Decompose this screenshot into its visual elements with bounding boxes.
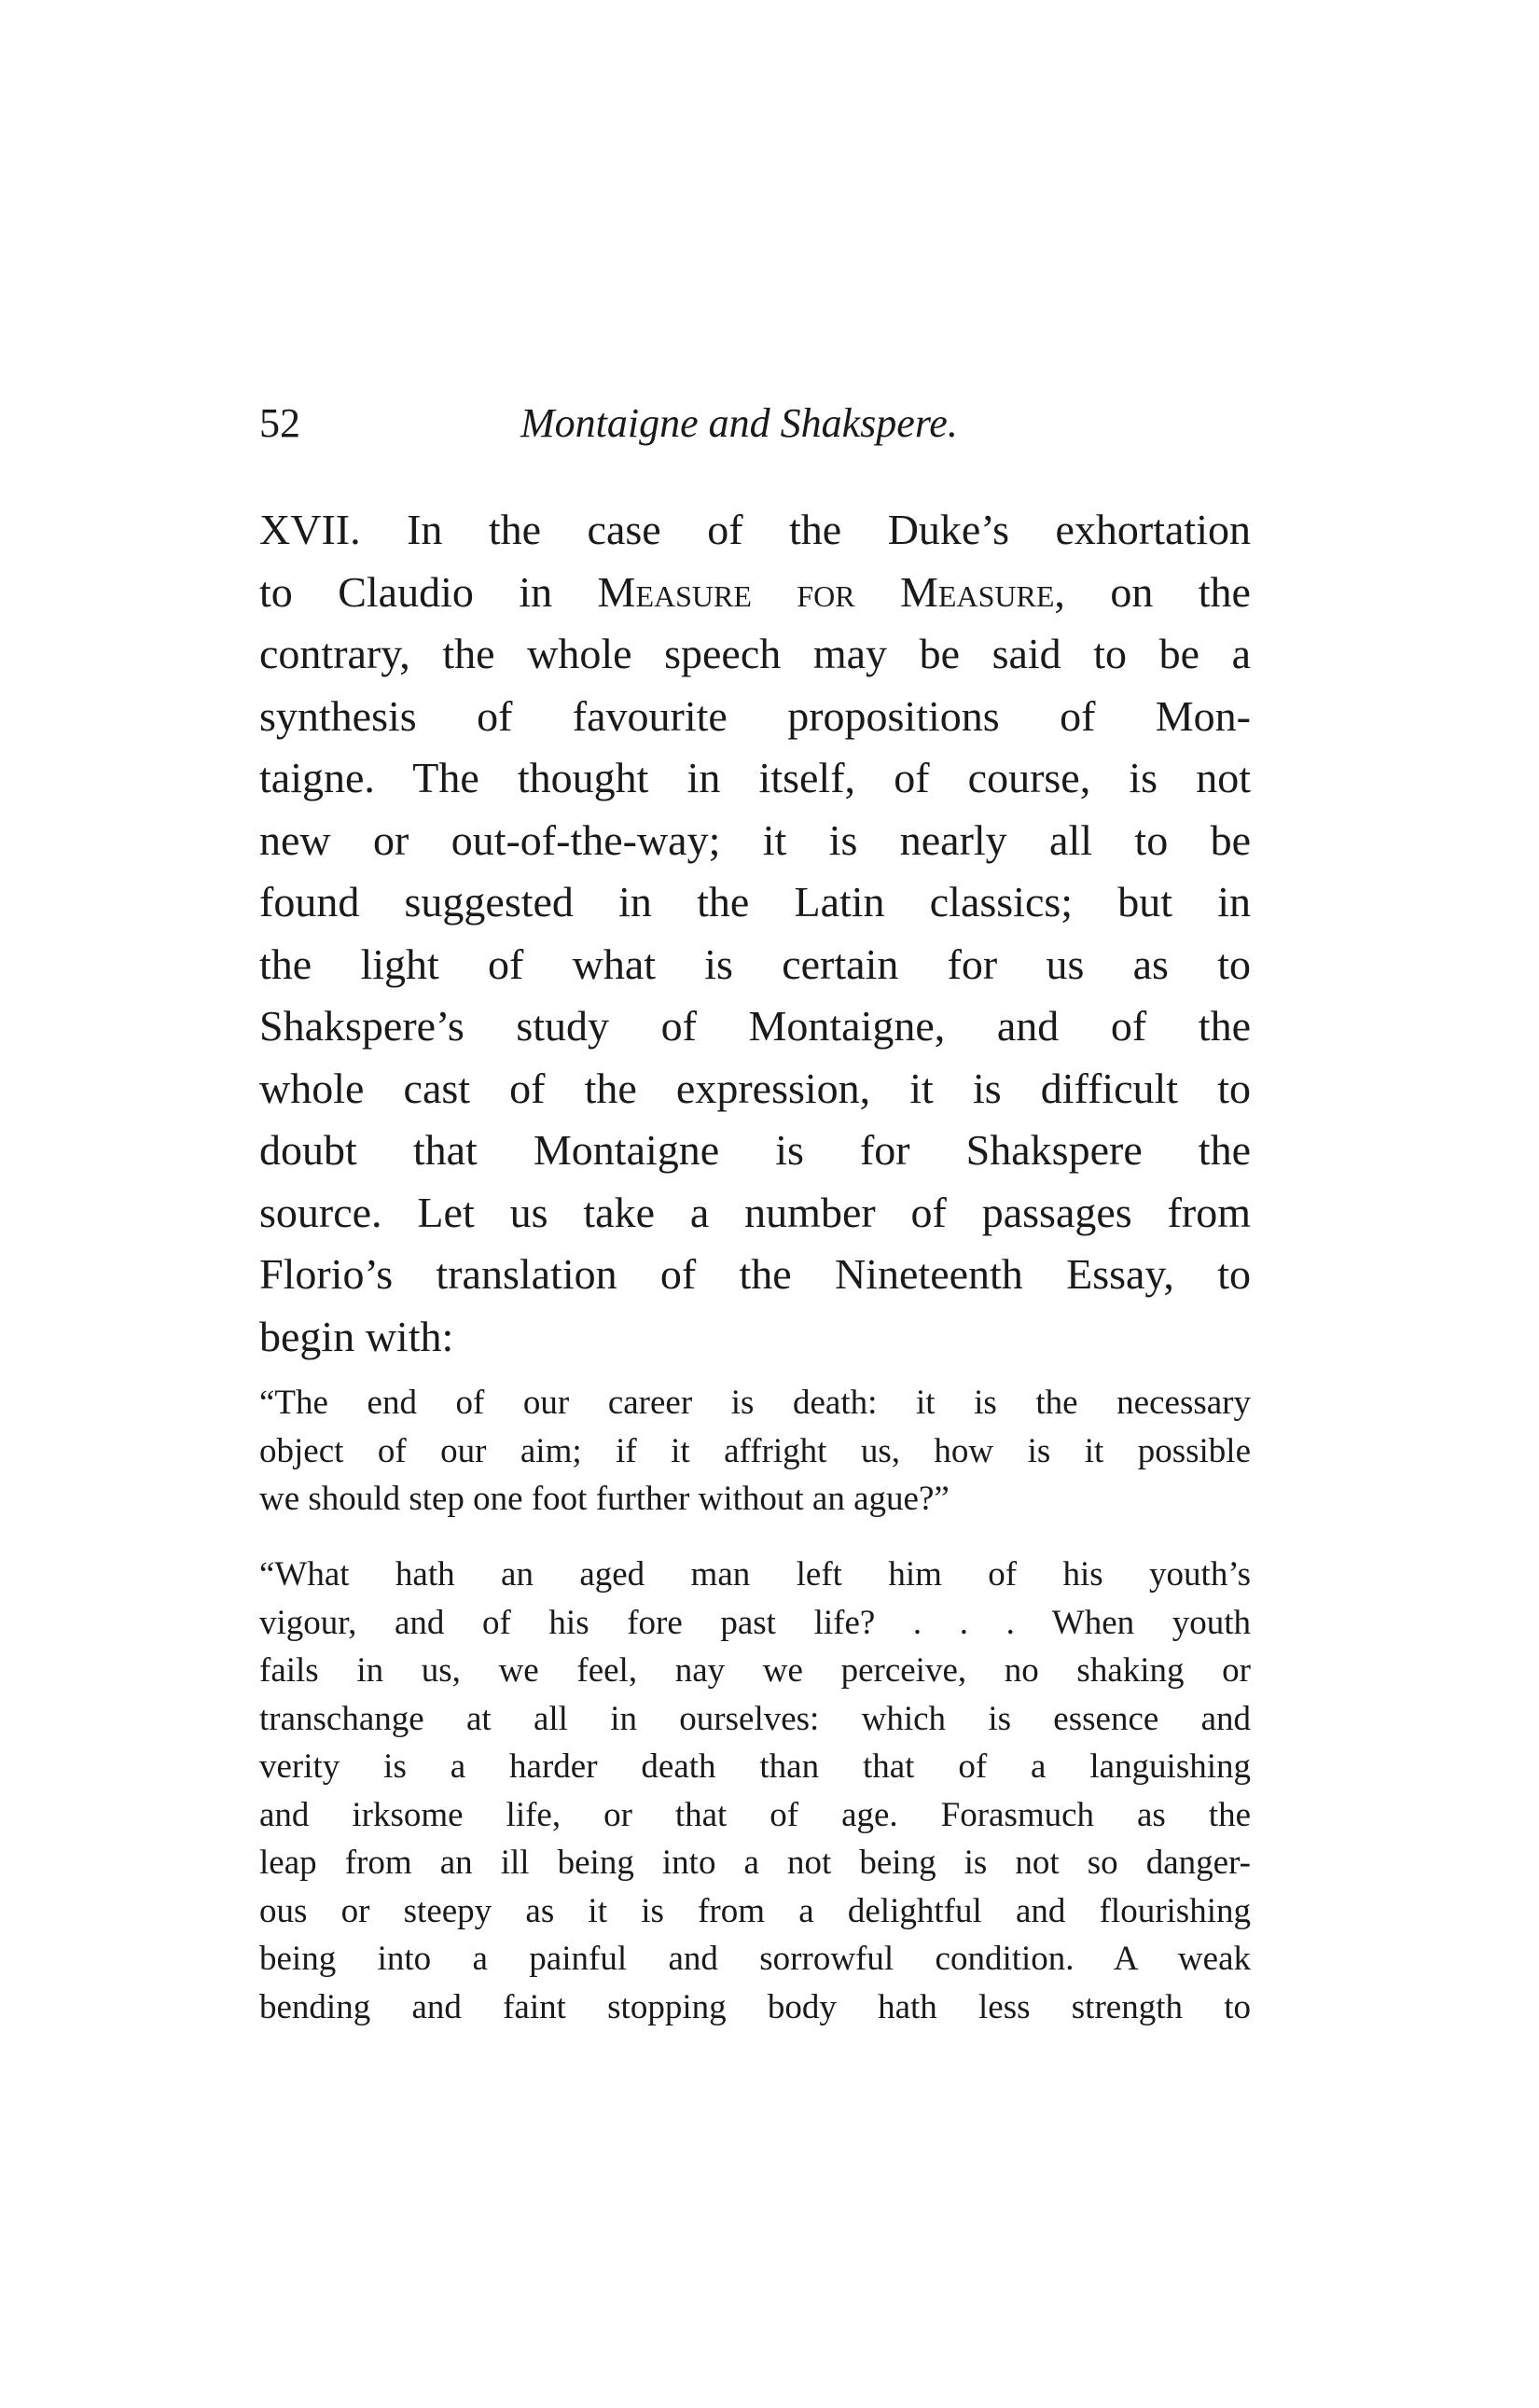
text-line: source. Let us take a number of passages from	[259, 1188, 1251, 1236]
block-quote	[259, 1551, 1251, 2031]
play-title: Measure for Measure	[597, 567, 1055, 616]
text-line: whole cast of the expression, it is difficult to	[259, 1064, 1251, 1112]
text-line: taigne. The thought in itself, of course, is not	[259, 754, 1251, 801]
quote-line: fails in us, we feel, nay we perceive, no shaking or	[259, 1651, 1251, 1690]
quote-line: and irksome life, or that of age. Forasmuch as the	[259, 1795, 1251, 1834]
text-line: doubt that Montaigne is for Shakspere the	[259, 1126, 1251, 1174]
text-line: Florio’s translation of the Nineteenth Essay, to	[259, 1250, 1251, 1298]
quote-line: object of our aim; if it affright us, how is it possible	[259, 1431, 1251, 1470]
text-segment: to Claudio in	[259, 567, 598, 616]
quote-line: “What hath an aged man left him of his youth’s	[259, 1555, 1251, 1594]
quote-line: leap from an ill being into a not being is not so danger-	[259, 1844, 1251, 1882]
text-line: new or out-of-the-way; it is nearly all to be	[259, 815, 1251, 864]
quote-line: vigour, and of his fore past life? . . . When youth	[259, 1603, 1251, 1642]
quote-line: “The end of our career is death: it is the necessary	[259, 1384, 1251, 1422]
text-line	[259, 562, 1251, 624]
running-head	[259, 399, 1248, 455]
block-quote	[259, 1379, 1251, 1524]
quote-line: verity is a harder death than that of a languishing	[259, 1747, 1251, 1786]
text-line: the light of what is certain for us as to	[259, 940, 1251, 988]
quote-line: we should step one foot further without an ague?”	[259, 1480, 950, 1518]
text-line: begin with:	[259, 1312, 454, 1360]
page-number: 52	[259, 400, 300, 446]
text-line: synthesis of favourite propositions of Mon-	[259, 691, 1251, 740]
text-line: found suggested in the Latin classics; but in	[259, 878, 1251, 926]
quote-line: being into a painful and sorrowful condition. A weak	[259, 1940, 1251, 1978]
running-title: Montaigne and Shakspere.	[520, 400, 958, 446]
main-paragraph	[259, 499, 1251, 1368]
quote-line: transchange at all in ourselves: which is essence and	[259, 1699, 1251, 1738]
quote-line: bending and faint stopping body hath less strength to	[259, 1987, 1251, 2026]
text-line: contrary, the whole speech may be said to be a	[259, 630, 1251, 677]
text-line: Shakspere’s study of Montaigne, and of the	[259, 1002, 1251, 1050]
quote-line: ous or steepy as it is from a delightful and flourishing	[259, 1891, 1251, 1930]
text-segment: , on the	[1054, 567, 1251, 616]
text-line: XVII. In the case of the Duke’s exhortation	[259, 506, 1251, 553]
